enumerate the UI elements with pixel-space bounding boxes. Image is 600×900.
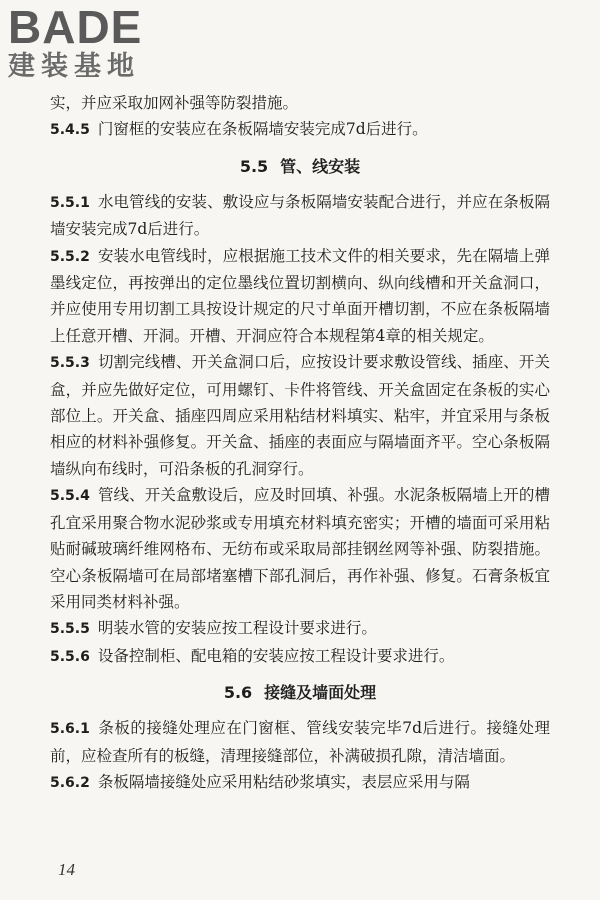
clause-number: 5.5.3 — [50, 355, 90, 372]
section-number: 5.6 — [223, 683, 253, 703]
clause-text: 条板的接缝处理应在门窗框、管线安装完毕7d后进行。接缝处理前，应检查所有的板缝，清理接缝部位，补满破损孔隙，清洁墙面。 — [50, 719, 550, 765]
clause-5-5-4 — [50, 482, 550, 615]
section-number: 5.5 — [239, 156, 269, 176]
clause-number: 5.5.6 — [50, 648, 90, 665]
clause-number: 5.4.5 — [50, 122, 90, 139]
continued-paragraph: 实，并应采取加网补强等防裂措施。 — [50, 94, 299, 112]
clause-5-4-5 — [50, 116, 550, 143]
clause-number: 5.5.4 — [50, 488, 90, 505]
clause-text: 设备控制柜、配电箱的安装应按工程设计要求进行。 — [97, 646, 455, 665]
clause-text: 明装水管的安装应按工程设计要求进行。 — [97, 619, 377, 638]
section-heading-5-5 — [50, 155, 550, 179]
document-body — [50, 90, 550, 796]
section-heading-5-6 — [50, 681, 550, 705]
clause-5-6-1 — [50, 715, 550, 769]
logo-subtitle: 建装基地 — [8, 51, 140, 82]
clause-text: 安装水电管线时，应根据施工技术文件的相关要求，先在隔墙上弹墨线定位，再按弹出的定位墨线位置切割横向、纵向线槽和开关盒洞口，并应使用专用切割工具按设计规定的尺寸单面开槽切割，不应在条板隔墙上任意开槽、开洞。开槽、开洞应符合本规程第4章的相关规定。 — [50, 246, 550, 345]
clause-5-5-1 — [50, 189, 550, 243]
clause-text: 管线、开关盒敷设后，应及时回填、补强。水泥条板隔墙上开的槽孔宜采用聚合物水泥砂浆或专用填充材料填充密实；开槽的墙面可采用粘贴耐碱玻璃纤维网格布、无纺布或采取局部挂钢丝网等补强、防裂措施。空心条板隔墙可在局部堵塞槽下部孔洞后，再作补强、修复。石膏条板宜采用同类材料补强。 — [50, 486, 550, 611]
section-title: 管、线安装 — [280, 156, 361, 176]
clause-text: 门窗框的安装应在条板隔墙安装完成7d后进行。 — [97, 120, 428, 139]
logo-wordmark: BADE — [8, 1, 143, 53]
logo — [8, 1, 178, 82]
clause-text: 条板隔墙接缝处应采用粘结砂浆填实，表层应采用与隔 — [97, 772, 470, 791]
page-number: 14 — [58, 860, 75, 879]
clause-number: 5.5.2 — [50, 248, 90, 265]
section-title: 接缝及墙面处理 — [264, 683, 377, 703]
clause-text: 切割完线槽、开关盒洞口后，应按设计要求敷设管线、插座、开关盒，并应先做好定位，可用螺钉、卡件将管线、开关盒固定在条板的实心部位上。开关盒、插座四周应采用粘结材料填实、粘牢，并宜采用与条板相应的材料补强修复。开关盒、插座的表面应与隔墙面齐平。空心条板隔墙纵向布线时，可沿条板的孔洞穿行。 — [50, 353, 550, 478]
clause-number: 5.6.2 — [50, 774, 90, 791]
clause-number: 5.5.1 — [50, 194, 90, 211]
clause-5-5-3 — [50, 349, 550, 482]
clause-5-5-5 — [50, 615, 550, 642]
clause-number: 5.6.1 — [50, 721, 90, 738]
clause-5-5-2 — [50, 243, 550, 350]
clause-5-6-2 — [50, 769, 550, 796]
clause-text: 水电管线的安装、敷设应与条板隔墙安装配合进行，并应在条板隔墙安装完成7d后进行。 — [50, 192, 550, 239]
clause-number: 5.5.5 — [50, 621, 90, 638]
clause-5-5-6 — [50, 643, 550, 670]
